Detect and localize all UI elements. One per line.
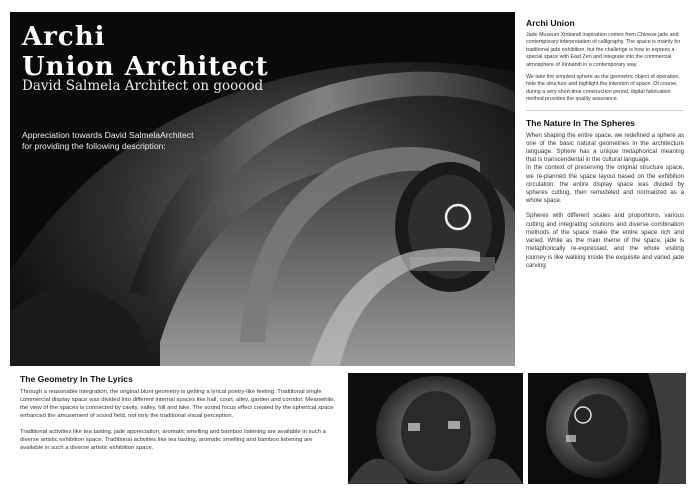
- hero-photo: [10, 12, 515, 366]
- appreciation-line2: for providing the following description:: [22, 141, 166, 151]
- geometry-heading: The Geometry In The Lyrics: [20, 374, 133, 384]
- interior-photo-1: [348, 373, 523, 484]
- interior-photo-2: [528, 373, 686, 484]
- archi-union-para2: We take the simplest sphere as the geometric object of operation, hide the structure and highlight the intention of space. Of course, during a very short-time construction period, digital fabrication method provides the quality assurance.: [526, 74, 680, 103]
- hero-title-line2: Union Architect: [22, 52, 269, 82]
- appreciation-line1: Appreciation towards David SalmelaArchitect: [22, 130, 194, 140]
- hero-title-line1: Archi: [22, 22, 106, 52]
- nature-para3: Spheres with different scales and proportions, various cutting and integrating solutions and diverse combination methods of the space make the entire space rich and varied. While as the main theme of the space, jade is metaphorically re-expressed, and the whole visiting journey is like walking inside the exquisite and varied jade carving.: [526, 212, 684, 269]
- hero-subtitle: David Salmela Architect on gooood: [22, 78, 264, 94]
- archi-union-para1: Jade Museum Xintiandi inspiration comes from Chinese jade and contemporary interpretation of calligraphy. The space is mainly for traditional jade exhibition, but the challenge is how to express a special space with East Zen and integrate into the commercial atmosphere of Xintiandi in a contemporary way.: [526, 32, 681, 68]
- hero-appreciation: [22, 130, 282, 152]
- geometry-section: [20, 374, 336, 460]
- right-column: [526, 18, 684, 277]
- archi-union-heading: Archi Union: [526, 18, 575, 28]
- hero-title: [22, 22, 269, 82]
- corridor-image: [348, 373, 523, 484]
- section-divider: [526, 110, 684, 111]
- nature-para2: In the context of preserving the original structure space, we re-planned the space layout based on the exhibition circulation: the entire display space was divided by spheres cutting, then remodeled and normalized as a whole space.: [526, 164, 684, 205]
- nature-heading: The Nature In The Spheres: [526, 117, 635, 128]
- sphere-room-image: [528, 373, 686, 484]
- geometry-para1: Through a reasonable integration, the original blunt geometry is getting a lyrical poetry-like feeling. Traditional single commercial display space was divided into different internal spaces like hall, court, alley, garden and corridor. Meanwhile, the view of the spaces is connected by cavity, valley, hill and lake. The sound focus effect created by the spherical space enhanced the amusement of sound field, not only the traditional visual perception.: [20, 389, 336, 419]
- geometry-para2: Traditional activities like tea tasting, jade appreciation, aromatic smelling and bamboo listening are available in such a diverse artistic exhibition space. Traditional activities like tea tasting, aromatic smelling and bamboo listening are available in such a diverse artistic exhibition space.: [20, 429, 326, 451]
- nature-para1: When shaping the entire space, we redefined a sphere as one of the basic natural geometries in the architecture language. Sphere has a unique metaphorical meaning that is transcendental in the cultural language.: [526, 131, 684, 164]
